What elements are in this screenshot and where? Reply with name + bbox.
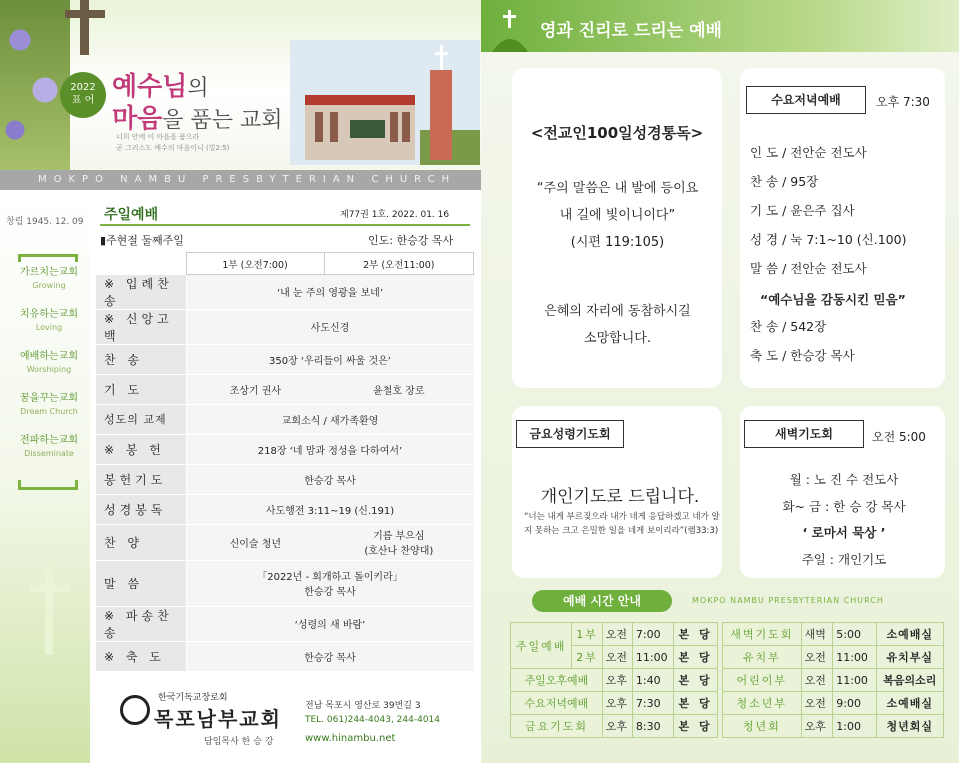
table-row: [96, 524, 474, 560]
table-row: [96, 275, 474, 310]
dawn-line: 주일 : 개인기도: [801, 552, 887, 567]
sched-time: 1:00: [833, 715, 876, 738]
quote-line: 내 길에 빛이니이다”: [559, 208, 676, 223]
virtue-bracket-top: [18, 254, 78, 262]
row-key: 찬 송: [104, 352, 143, 367]
virtue-bracket-bottom: [18, 480, 78, 490]
motto-badge: [60, 72, 106, 118]
invite-line: 은혜의 자리에 동참하시길: [544, 304, 691, 319]
table-row: [723, 715, 944, 738]
row-key: 입례찬송: [104, 276, 173, 308]
anthem-choir: (호산나 찬양대): [364, 546, 434, 557]
sched-place: 본 당: [674, 669, 718, 692]
church-phone: TEL. 061)244-4043, 244-4014: [305, 715, 440, 725]
order-of-worship-table: [96, 252, 474, 672]
row-label: [96, 309, 186, 344]
row-label: [96, 560, 186, 606]
row-label: [96, 641, 186, 671]
table-row: [723, 646, 944, 669]
sched-time: 11:00: [833, 669, 876, 692]
church-logo-icon: [120, 695, 150, 725]
church-building-image: [290, 40, 480, 165]
sched-time: 7:00: [632, 623, 673, 646]
sched-place: 본 당: [674, 715, 718, 738]
virtue-ko: 전파하는교회: [20, 435, 78, 446]
sched-ampm: 오전: [801, 646, 833, 669]
wednesday-line: 축 도 / 한승강 목사: [750, 348, 855, 363]
sched-ampm: 오후: [602, 692, 632, 715]
table-row: [511, 715, 718, 738]
wednesday-sermon-title: “예수님을 감동시킨 믿음”: [760, 292, 906, 307]
row-key: 찬 양: [104, 535, 143, 550]
virtue-item: [14, 392, 84, 418]
sched-time: 7:30: [632, 692, 673, 715]
senior-pastor: 담임목사 한 승 강: [204, 737, 274, 747]
sched-time: 8:30: [632, 715, 673, 738]
virtue-ko: 가르치는교회: [20, 267, 78, 278]
dawn-line: 화~ 금 : 한 승 강 목사: [782, 499, 906, 514]
sched-ampm: 새벽: [801, 623, 833, 646]
sched-ampm: 오후: [801, 715, 833, 738]
chapel-icon: [490, 8, 530, 52]
schedule-title: 예배 시간 안내: [532, 590, 672, 612]
sched-part: 2부: [572, 646, 603, 669]
row-value: 350장 ‘우리들이 싸울 것은’: [186, 344, 474, 374]
stand-mark: ※: [104, 649, 119, 664]
dawn-line: ‘ 로마서 묵상 ’: [802, 525, 886, 540]
issue-info: 제77권 1호. 2022. 01. 16: [340, 210, 450, 220]
wednesday-line: 찬 송 / 542장: [750, 319, 827, 334]
row-key: 기 도: [104, 382, 143, 397]
row-label: [96, 524, 186, 560]
sched-place: 소예배실: [876, 623, 943, 646]
motto-title-line2: [112, 98, 282, 135]
sched-part: 1부: [572, 623, 603, 646]
denomination: 한국기독교장로회: [158, 693, 228, 703]
invite-line: 소망합니다.: [584, 331, 651, 346]
row-value: 교회소식 / 새가족환영: [186, 404, 474, 434]
sched-place: 유치부실: [876, 646, 943, 669]
sched-ampm: 오전: [602, 646, 632, 669]
table-row: [96, 494, 474, 524]
liturgical-sunday: ▮주현절 둘째주일: [100, 234, 184, 247]
service-leader: 인도: 한승강 목사: [368, 234, 454, 247]
wednesday-line: 인 도 / 전안순 전도사: [750, 145, 867, 160]
row-label: [96, 374, 186, 404]
stand-mark: ※: [104, 608, 119, 623]
schedule-table-left: [510, 622, 718, 738]
table-row: [96, 560, 474, 606]
table-row: [511, 623, 718, 646]
sched-ampm: 오후: [602, 669, 632, 692]
dawn-line: 월 : 노 진 수 전도사: [789, 472, 899, 487]
row-value-part2: 윤철호 장로: [324, 374, 473, 404]
schedule-subtitle: MOKPO NAMBU PRESBYTERIAN CHURCH: [692, 596, 884, 605]
virtue-en: Disseminate: [24, 449, 74, 458]
table-row: [96, 309, 474, 344]
sched-place: 청년회실: [876, 715, 943, 738]
row-value-part1: 조상기 권사: [186, 374, 324, 404]
table-row: [96, 253, 474, 275]
row-label: [96, 434, 186, 464]
table-row: [96, 374, 474, 404]
sched-name: 새벽기도회: [723, 623, 802, 646]
row-key: 축 도: [125, 649, 165, 664]
table-cell: [96, 253, 186, 275]
virtue-ko: 예배하는교회: [20, 351, 78, 362]
virtue-en: Dream Church: [20, 407, 78, 416]
row-value-part2: [324, 524, 473, 560]
friday-prayer-quote: “너는 내게 부르짖으라 내가 네게 응답하겠고 네가 알지 못하는 크고 은밀한 일을 네게 보이리라”(렘33:3): [524, 512, 720, 536]
glowing-cross-icon: [24, 565, 74, 655]
church-website-link[interactable]: www.hinambu.net: [305, 733, 396, 744]
wednesday-service-card: [740, 68, 945, 388]
church-name: 목포남부교회: [154, 707, 282, 731]
badge-year: 2022: [70, 82, 96, 93]
wednesday-service-header: 수요저녁예배: [746, 86, 866, 114]
part1-header: 1부 (오전7:00): [186, 253, 324, 275]
bible-reading-quote: [520, 175, 715, 256]
row-label: [96, 275, 186, 310]
quote-ref: (시편 119:105): [570, 235, 665, 250]
motto-rest-1: 의: [187, 76, 209, 101]
part2-header: 2부 (오전11:00): [324, 253, 473, 275]
sched-name: 수요저녁예배: [511, 692, 603, 715]
row-value: 한승강 목사: [186, 641, 474, 671]
table-row: [511, 669, 718, 692]
motto-rest-2: 을 품는 교회: [162, 108, 283, 133]
virtue-en: Loving: [35, 323, 63, 332]
row-value: 사도행전 3:11~19 (신.191): [186, 494, 474, 524]
virtue-item: [14, 308, 84, 334]
row-key: 말 씀: [104, 576, 143, 591]
dawn-prayer-time: 오전 5:00: [872, 430, 926, 444]
table-row: [511, 692, 718, 715]
row-key: 성도의 교제: [104, 413, 167, 426]
sermon-preacher: 한승강 목사: [304, 587, 356, 598]
sched-ampm: 오전: [801, 692, 833, 715]
virtue-item: [14, 434, 84, 460]
sched-time: 11:00: [833, 646, 876, 669]
row-value: ‘내 눈 주의 영광을 보네’: [186, 275, 474, 310]
wednesday-line: 찬 송 / 95장: [750, 174, 819, 189]
bible-reading-invite: [520, 298, 715, 352]
sched-time: 11:00: [632, 646, 673, 669]
row-label: [96, 464, 186, 494]
motto-accent-2: 마음: [112, 104, 163, 134]
service-title: 주일예배: [104, 207, 159, 223]
anthem-title: 기름 부으심: [373, 531, 425, 542]
sermon-title: 「2022년 - 회개하고 돌이키라」: [257, 572, 403, 583]
sched-ampm: 오전: [801, 669, 833, 692]
virtue-ko: 치유하는교회: [20, 309, 78, 320]
row-label: [96, 404, 186, 434]
virtue-item: [14, 350, 84, 376]
sched-time: 1:40: [632, 669, 673, 692]
table-row: [96, 464, 474, 494]
row-value: 사도신경: [186, 309, 474, 344]
row-label: [96, 606, 186, 641]
church-address: 전남 목포시 영산로 39번길 3: [305, 701, 421, 711]
virtue-ko: 꿈을꾸는교회: [20, 393, 78, 404]
table-row: [723, 669, 944, 692]
sched-place: 본 당: [674, 623, 718, 646]
wooden-cross-image: [55, 0, 115, 60]
sched-name: 어린이부: [723, 669, 802, 692]
wednesday-line: 성 경 / 눅 7:1~10 (신.100): [750, 232, 907, 247]
sched-name: 유치부: [723, 646, 802, 669]
motto-verse: [116, 132, 296, 154]
table-row: [96, 344, 474, 374]
wednesday-line: 기 도 / 윤은주 집사: [750, 203, 855, 218]
badge-label: 표 어: [71, 95, 95, 106]
sched-place: 본 당: [674, 646, 718, 669]
sched-name: 주일예배: [511, 623, 572, 669]
row-value: 한승강 목사: [186, 464, 474, 494]
sched-time: 9:00: [833, 692, 876, 715]
right-title: 영과 진리로 드리는 예배: [540, 21, 722, 41]
virtue-en: Worshiping: [26, 365, 72, 374]
row-key: 봉 헌: [125, 442, 165, 457]
table-row: [96, 606, 474, 641]
sched-name: 주일오후예배: [511, 669, 603, 692]
stand-mark: ※: [104, 442, 119, 457]
table-row: [96, 404, 474, 434]
table-row: [723, 692, 944, 715]
stand-mark: ※: [104, 311, 119, 326]
stand-mark: ※: [104, 276, 119, 291]
bible-reading-title: <전교인100일성경통독>: [530, 124, 704, 142]
verse-line1: 너희 안에 이 마음을 품으라: [116, 133, 200, 141]
table-row: [723, 623, 944, 646]
sched-name: 청소년부: [723, 692, 802, 715]
wednesday-line: 말 씀 / 전안순 전도사: [750, 261, 867, 276]
founded-date: 창립 1945. 12. 09: [6, 217, 84, 227]
sched-name: 금요기도회: [511, 715, 603, 738]
table-row: [96, 641, 474, 671]
row-value: [186, 560, 474, 606]
sched-ampm: 오후: [602, 715, 632, 738]
friday-prayer-main: 개인기도로 드립니다.: [540, 487, 700, 507]
title-divider: [100, 224, 470, 226]
table-row: [96, 434, 474, 464]
sched-place: 복음의소리: [876, 669, 943, 692]
row-value-part1: 신이슬 청년: [186, 524, 324, 560]
friday-prayer-header: 금요성령기도회: [516, 420, 624, 448]
schedule-table-right: [722, 622, 944, 738]
quote-line: “주의 말씀은 내 발에 등이요: [536, 181, 699, 196]
verse-line2: 곧 그리스도 예수의 마음이니 (빌2:5): [116, 144, 230, 152]
motto-accent-1: 예수님: [112, 72, 188, 102]
row-value: ‘성령의 새 바람’: [186, 606, 474, 641]
virtue-item: [14, 266, 84, 292]
wednesday-service-time: 오후 7:30: [876, 95, 930, 109]
church-band: MOKPO NAMBU PRESBYTERIAN CHURCH: [0, 170, 481, 190]
row-label: [96, 494, 186, 524]
sched-name: 청년회: [723, 715, 802, 738]
sched-time: 5:00: [833, 623, 876, 646]
row-value: 218장 ‘네 맘과 정성을 다하여서’: [186, 434, 474, 464]
dawn-prayer-header: 새벽기도회: [744, 420, 864, 448]
sched-place: 소예배실: [876, 692, 943, 715]
virtue-en: Growing: [32, 281, 66, 290]
row-key: 성경봉독: [104, 502, 167, 517]
row-key: 신앙고백: [104, 311, 173, 343]
row-key: 파송찬송: [104, 608, 173, 640]
row-key: 봉헌기도: [104, 472, 167, 487]
sched-place: 본 당: [674, 692, 718, 715]
sched-ampm: 오전: [602, 623, 632, 646]
row-label: [96, 344, 186, 374]
